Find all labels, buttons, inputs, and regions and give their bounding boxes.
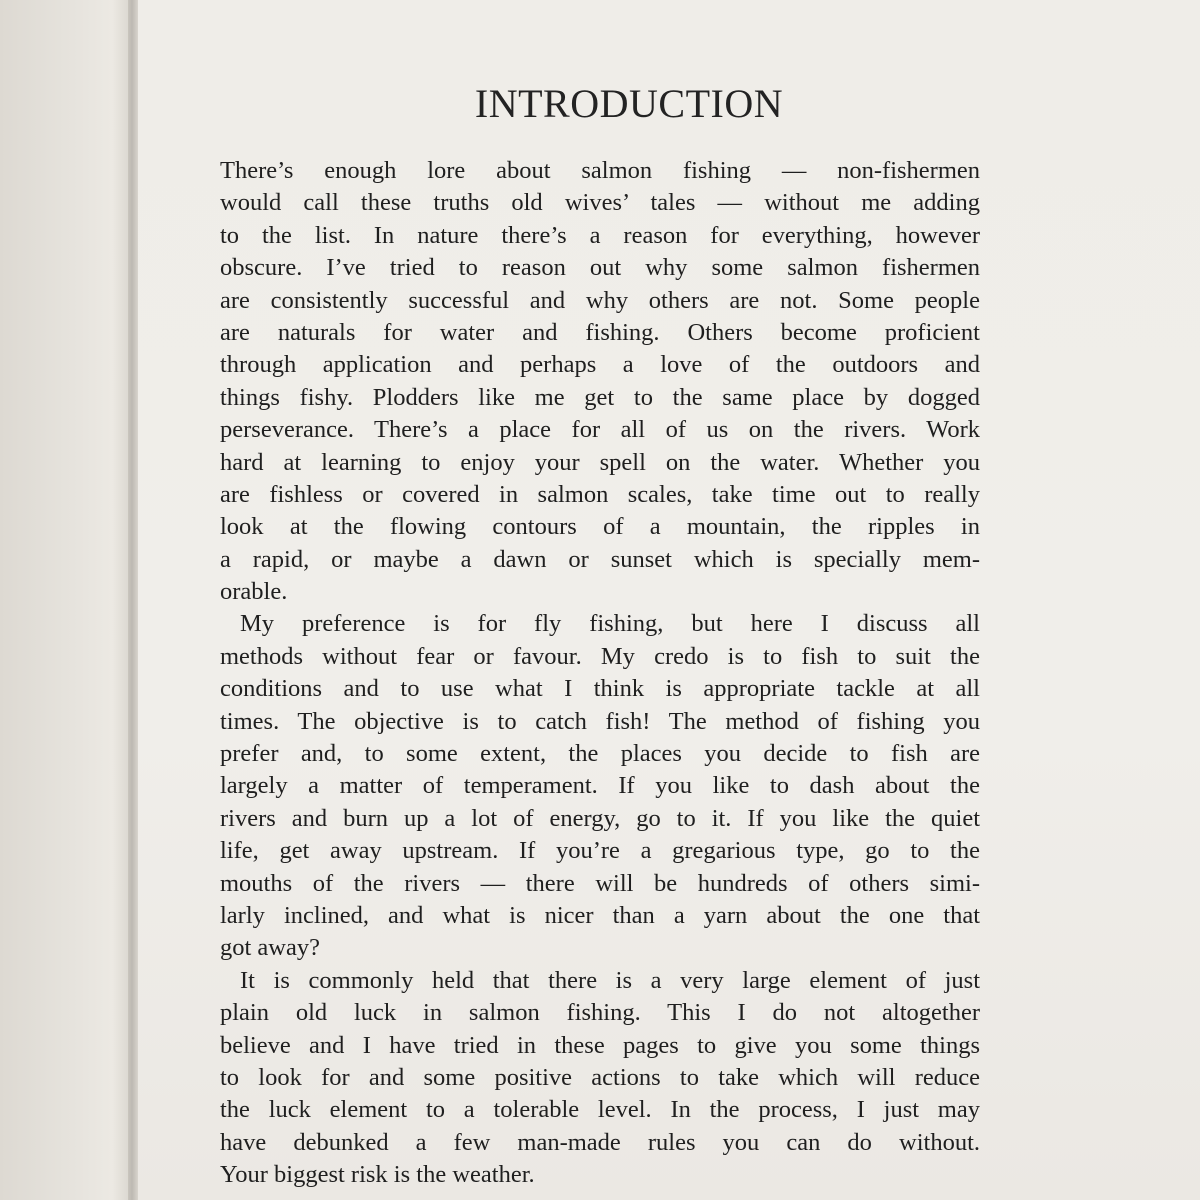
text-line: mouths of the rivers — there will be hundreds of others simi- <box>220 869 980 897</box>
text-line: rivers and burn up a lot of energy, go to it. If you like the quiet <box>220 804 980 832</box>
text-line: perseverance. There’s a place for all of us on the rivers. Work <box>220 416 980 444</box>
text-line: hard at learning to enjoy your spell on the water. Whether you <box>220 448 980 476</box>
text-line: conditions and to use what I think is appropriate tackle at all <box>220 675 980 703</box>
text-line: larly inclined, and what is nicer than a yarn about the one that <box>220 901 980 929</box>
text-line: life, get away upstream. If you’re a gregarious type, go to the <box>220 837 980 865</box>
text-line: Your biggest risk is the weather. <box>220 1161 535 1189</box>
text-line: look at the flowing contours of a mountain, the ripples in <box>220 513 980 541</box>
text-line: plain old luck in salmon fishing. This I do not altogether <box>220 999 980 1027</box>
text-line: largely a matter of temperament. If you like to dash about the <box>220 772 980 800</box>
text-line: There’s enough lore about salmon fishing — non-fishermen <box>220 157 980 184</box>
body-text <box>220 155 980 1192</box>
text-line: It is commonly held that there is a very large element of just <box>240 966 980 994</box>
text-line: obscure. I’ve tried to reason out why some salmon fishermen <box>220 254 980 282</box>
text-line: got away? <box>220 934 320 962</box>
text-line: to look for and some positive actions to take which will reduce <box>220 1063 980 1091</box>
text-line: the luck element to a tolerable level. In the process, I just may <box>220 1096 980 1124</box>
text-line: My preference is for fly fishing, but here I discuss all <box>240 610 980 638</box>
book-gutter <box>128 0 138 1200</box>
text-line: would call these truths old wives’ tales — without me adding <box>220 189 980 217</box>
text-line: through application and perhaps a love of the outdoors and <box>220 351 980 379</box>
text-line: a rapid, or maybe a dawn or sunset which is specially mem- <box>220 545 980 573</box>
text-line: to the list. In nature there’s a reason for everything, however <box>220 221 980 249</box>
text-line: times. The objective is to catch fish! The method of fishing you <box>220 707 980 735</box>
text-line: believe and I have tried in these pages to give you some things <box>220 1031 980 1059</box>
text-line: methods without fear or favour. My credo is to fish to suit the <box>220 642 980 670</box>
facing-page <box>0 0 132 1200</box>
text-line: have debunked a few man-made rules you can do without. <box>220 1128 980 1156</box>
book-page <box>138 0 1200 1200</box>
text-line: are naturals for water and fishing. Others become proficient <box>220 318 980 346</box>
text-line: things fishy. Plodders like me get to the same place by dogged <box>220 383 980 411</box>
text-line: orable. <box>220 578 288 606</box>
chapter-title: INTRODUCTION <box>474 81 784 126</box>
text-line: are consistently successful and why others are not. Some people <box>220 286 980 314</box>
text-line: prefer and, to some extent, the places you decide to fish are <box>220 740 980 768</box>
text-line: are fishless or covered in salmon scales, take time out to really <box>220 480 980 508</box>
